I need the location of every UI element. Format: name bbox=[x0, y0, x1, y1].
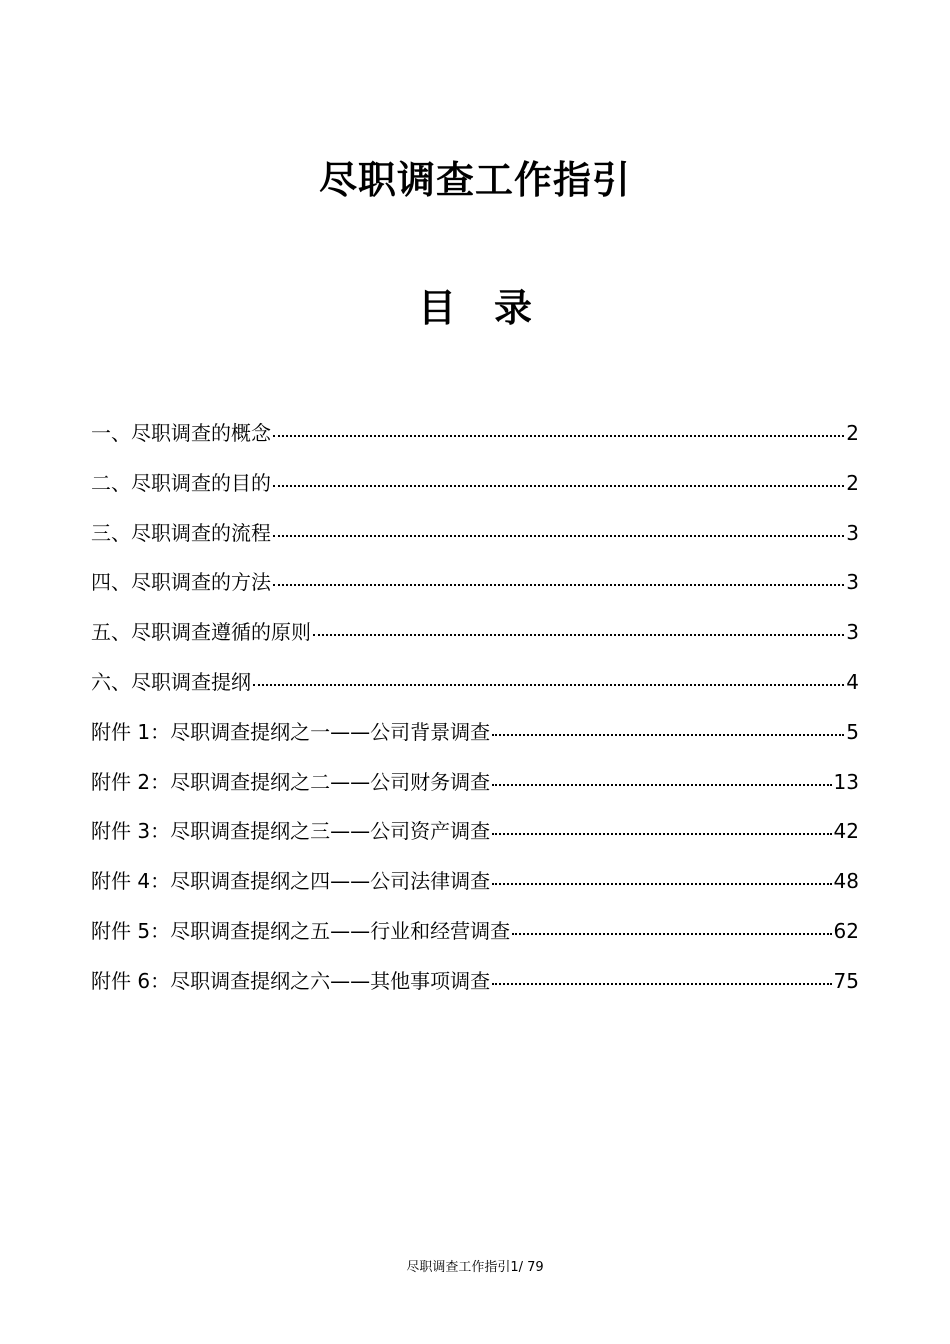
toc-leader-dots bbox=[253, 683, 844, 686]
toc-entry-label: 附件 5：尽职调查提纲之五——行业和经营调查 bbox=[91, 918, 511, 943]
toc-entry-page: 13 bbox=[833, 769, 859, 794]
toc-entry-page: 5 bbox=[846, 719, 859, 744]
toc-leader-dots bbox=[273, 434, 844, 437]
toc-entry-page: 2 bbox=[846, 470, 859, 495]
toc-entry-label: 附件 6：尽职调查提纲之六——其他事项调查 bbox=[91, 968, 491, 993]
toc-entry[interactable] bbox=[91, 560, 859, 610]
toc-entry-page: 75 bbox=[833, 968, 859, 993]
toc-leader-dots bbox=[492, 982, 831, 985]
toc-entry-label: 四、尽职调查的方法 bbox=[91, 570, 271, 595]
page-footer: 尽职调查工作指引1/ 79 bbox=[406, 1260, 544, 1275]
toc-leader-dots bbox=[273, 534, 844, 537]
toc-entry-page: 4 bbox=[846, 669, 859, 694]
toc-entry-page: 2 bbox=[846, 421, 859, 445]
toc-entry-label: 一、尽职调查的概念 bbox=[91, 421, 271, 445]
toc-entry[interactable] bbox=[91, 461, 859, 511]
toc-entry[interactable] bbox=[91, 411, 859, 461]
toc-entry-label: 二、尽职调查的目的 bbox=[91, 470, 271, 495]
toc-entry[interactable] bbox=[91, 959, 859, 1009]
toc-leader-dots bbox=[492, 783, 831, 786]
toc-entry[interactable] bbox=[91, 511, 859, 561]
toc-entry-label: 五、尽职调查遵循的原则 bbox=[91, 620, 311, 645]
toc-entry-label: 三、尽职调查的流程 bbox=[91, 520, 271, 545]
toc-leader-dots bbox=[273, 484, 844, 487]
toc-leader-dots bbox=[313, 633, 844, 636]
table-of-contents bbox=[91, 411, 859, 1009]
document-title: 尽职调查工作指引 bbox=[318, 158, 631, 202]
toc-entry-label: 附件 3：尽职调查提纲之三——公司资产调查 bbox=[91, 819, 491, 844]
toc-entry-page: 48 bbox=[833, 869, 859, 894]
toc-heading-char-1: 目 bbox=[417, 286, 456, 330]
toc-entry-page: 3 bbox=[846, 620, 859, 645]
toc-leader-dots bbox=[492, 882, 831, 885]
toc-entry-label: 附件 4：尽职调查提纲之四——公司法律调查 bbox=[91, 869, 491, 894]
toc-entry[interactable] bbox=[91, 610, 859, 660]
toc-entry[interactable] bbox=[91, 710, 859, 760]
toc-heading bbox=[0, 280, 950, 336]
toc-leader-dots bbox=[492, 832, 831, 835]
toc-entry[interactable] bbox=[91, 859, 859, 909]
toc-entry-label: 六、尽职调查提纲 bbox=[91, 669, 251, 694]
toc-entry-page: 42 bbox=[833, 819, 859, 844]
toc-heading-char-2: 录 bbox=[494, 286, 533, 330]
toc-entry[interactable] bbox=[91, 809, 859, 859]
toc-leader-dots bbox=[512, 932, 831, 935]
toc-entry[interactable] bbox=[91, 909, 859, 959]
toc-entry-label: 附件 2：尽职调查提纲之二——公司财务调查 bbox=[91, 769, 491, 794]
toc-entry-page: 3 bbox=[846, 570, 859, 595]
toc-entry[interactable] bbox=[91, 760, 859, 810]
toc-leader-dots bbox=[273, 583, 844, 586]
toc-entry-page: 3 bbox=[846, 520, 859, 545]
toc-entry-label: 附件 1：尽职调查提纲之一——公司背景调查 bbox=[91, 719, 491, 744]
toc-entry[interactable] bbox=[91, 660, 859, 710]
toc-leader-dots bbox=[492, 733, 844, 736]
toc-entry-page: 62 bbox=[833, 918, 859, 943]
